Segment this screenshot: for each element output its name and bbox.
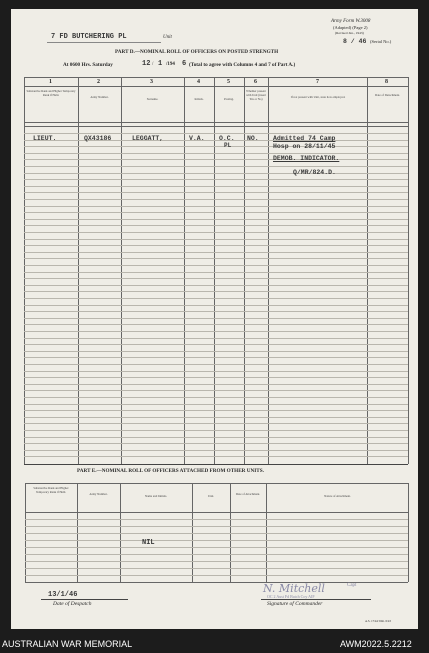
cell-initials: V.A. [189, 135, 205, 142]
rule-line [24, 390, 408, 391]
rule-line [24, 159, 408, 160]
col-header: Surname. [146, 97, 159, 101]
part-e-title: PART E.—NOMINAL ROLL OF OFFICERS ATTACHED FROM OTHER UNITS. [77, 468, 264, 474]
commander-unit-stamp: OC 2 Aust Fd Butch Coy AIF [267, 594, 315, 599]
rule-line [25, 561, 408, 562]
col-header: Date of Detachment. [375, 93, 400, 97]
despatch-label: Date of Despatch [53, 601, 92, 607]
rule-line [24, 324, 408, 325]
rule-line [24, 377, 408, 378]
rule-line [24, 318, 408, 319]
col-number: 7 [316, 79, 319, 85]
cell-present: NO. [247, 135, 259, 142]
table-top-border [24, 77, 408, 78]
col-e-header: Date of Attachment. [235, 492, 261, 496]
rule-line [24, 285, 408, 286]
rule-line [25, 554, 408, 555]
serial-label: (Serial No.) [370, 39, 392, 44]
col-header: Army Number. [90, 95, 109, 99]
col-border-right [408, 77, 409, 464]
col-border-3 [184, 77, 185, 464]
col-header: Whether present with Unit (insert Yes or No) [246, 89, 266, 101]
rule-line [24, 298, 408, 299]
rule-line [24, 384, 408, 385]
rule-line [24, 331, 408, 332]
col-number: 2 [97, 79, 100, 85]
col-number: 6 [254, 79, 257, 85]
col-e-header: Name and Initials. [144, 494, 168, 498]
rule-line [24, 153, 408, 154]
cell-surname: LEGGATT, [132, 135, 164, 142]
printer-note: A.S. 17/44 50m. 6/43 [365, 619, 391, 623]
caption-right: AWM2022.5.2212 [340, 639, 412, 649]
unit-name: 7 FD BUTCHERING PL [51, 33, 127, 41]
col-number: 5 [227, 79, 230, 85]
archive-caption-bar [0, 634, 429, 653]
rule-line [24, 179, 408, 180]
commander-label: Signature of Commander [267, 601, 323, 607]
col-border-5 [244, 77, 245, 464]
rule-line [24, 397, 408, 398]
rule-line [24, 232, 408, 233]
rule-line [24, 133, 408, 134]
rule-line [24, 265, 408, 266]
rule-line [24, 410, 408, 411]
commander-underline [261, 599, 371, 600]
rule-line [24, 371, 408, 372]
col-e-header: Nature of Attachment. [324, 494, 351, 498]
rule-line [24, 206, 408, 207]
col-header: Substantive Rank and Higher Temporary Rank if Held. [26, 89, 76, 97]
rule-line [25, 568, 408, 569]
rule-line [24, 430, 408, 431]
table-header-border [24, 122, 408, 123]
cell-rank: LIEUT. [33, 135, 57, 142]
date-day: 12 [142, 60, 151, 68]
rule-line [24, 173, 408, 174]
col-number: 3 [150, 79, 153, 85]
table-e-top-border [25, 483, 408, 484]
commander-signature: N. Mitchell [263, 582, 325, 595]
col-e-header: Unit. [207, 494, 215, 498]
cell-employed-line3: DEMOB. INDICATOR. [273, 155, 340, 162]
rule-line [24, 239, 408, 240]
rule-line [25, 547, 408, 548]
commander-rank: Capt [347, 583, 357, 588]
rule-line [24, 338, 408, 339]
rule-line [24, 245, 408, 246]
rule-line [24, 252, 408, 253]
rule-line [24, 344, 408, 345]
col-border-4 [214, 77, 215, 464]
rule-line [24, 305, 408, 306]
col-e-header: Substantive Rank and Higher Temporary Rank if Held. [33, 486, 69, 494]
form-id-line1: Army Form W.3008 [331, 19, 371, 24]
rule-line [24, 450, 408, 451]
rule-line [25, 540, 408, 541]
rule-line [24, 417, 408, 418]
caption-left: AUSTRALIAN WAR MEMORIAL [2, 639, 133, 649]
col-header: Initials. [194, 97, 204, 101]
document-page [11, 9, 418, 629]
cell-employed-line1: Admitted 74 Camp [273, 135, 336, 142]
date-year-digit: 6 [182, 60, 187, 68]
rule-line [24, 357, 408, 358]
rule-line [24, 364, 408, 365]
rule-line [24, 404, 408, 405]
col-header: If not present with Unit, state how employed. [290, 95, 346, 99]
rule-line [24, 291, 408, 292]
col-header: Posting. [224, 97, 234, 101]
despatch-underline [41, 599, 128, 600]
cell-army-number: QX43186 [84, 135, 112, 142]
col-number: 8 [385, 79, 388, 85]
rule-line [24, 311, 408, 312]
form-id-line2: (Adapted) (Page 2) [333, 25, 368, 30]
rule-line [24, 443, 408, 444]
col-border-left [24, 77, 25, 464]
despatch-date: 13/1/46 [48, 591, 78, 599]
rule-line [24, 437, 408, 438]
date-total-note: (Total to agree with Columns 4 and 7 of Part A.) [189, 62, 296, 68]
table-number-row-border [24, 86, 408, 87]
rule-line [24, 258, 408, 259]
rule-line [24, 146, 408, 147]
col-number: 4 [197, 79, 200, 85]
col-border-2 [121, 77, 122, 464]
rule-line [24, 219, 408, 220]
rule-line [25, 519, 408, 520]
rule-line [24, 186, 408, 187]
cell-posting: O.C. [219, 135, 235, 142]
rule-line [24, 166, 408, 167]
col-e-border-right [408, 483, 409, 582]
rule-line [25, 526, 408, 527]
rule-line [24, 423, 408, 424]
rule-line [25, 533, 408, 534]
form-id-line3: (Revised Jan., 1943) [335, 31, 364, 35]
date-line-prefix: At 0600 Hrs. Saturday [63, 62, 113, 68]
table-bottom-border [24, 464, 408, 465]
rule-line [25, 575, 408, 576]
unit-label: Unit [163, 35, 172, 40]
rule-line [24, 192, 408, 193]
col-border-7 [367, 77, 368, 464]
rule-line [24, 456, 408, 457]
cell-nil: NIL [142, 539, 155, 547]
serial-number: 8 / 46 [343, 38, 367, 45]
rule-line [24, 278, 408, 279]
rule-line [24, 225, 408, 226]
cell-employed-line4: Q/MR/824.D. [293, 169, 336, 176]
rule-line [24, 351, 408, 352]
date-year-prefix: /194 [166, 62, 175, 67]
col-number: 1 [49, 79, 52, 85]
col-e-header: Army Number. [89, 492, 108, 496]
rule-line [24, 272, 408, 273]
rule-line [24, 212, 408, 213]
table-e-header-border [25, 512, 408, 513]
unit-underline [47, 42, 161, 43]
date-sep: / [152, 62, 154, 67]
col-border-6 [268, 77, 269, 464]
date-month: 1 [158, 60, 163, 68]
cell-employed-line2: Hosp on 28/11/45 [273, 143, 336, 150]
table-header-border-2 [24, 126, 408, 127]
part-d-title: PART D.—NOMINAL ROLL OF OFFICERS ON POSTED STRENGTH [115, 49, 279, 55]
rule-line [24, 140, 408, 141]
col-border-1 [78, 77, 79, 464]
cell-posting-line2: PL [224, 142, 232, 149]
rule-line [24, 199, 408, 200]
